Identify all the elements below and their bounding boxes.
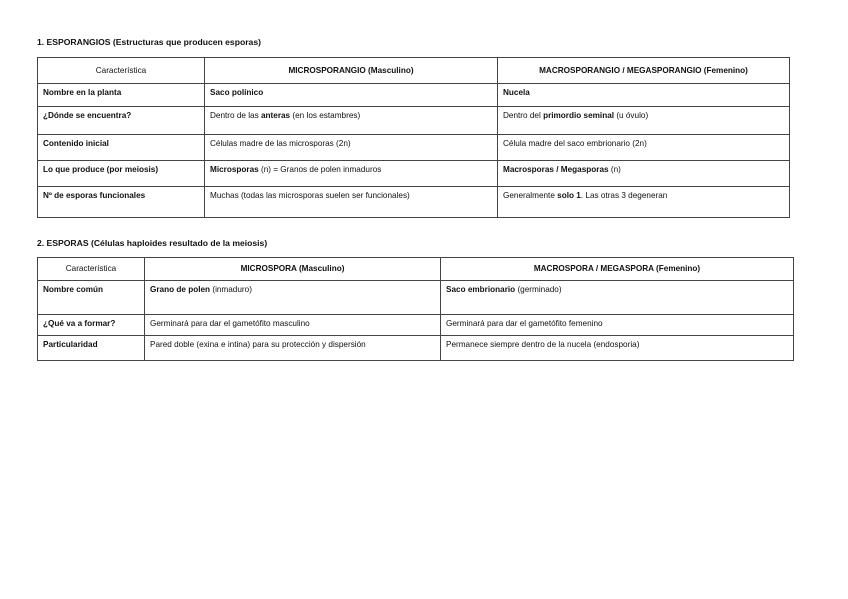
header-macrospora: MACROSPORA / MEGASPORA (Femenino) xyxy=(441,258,794,281)
cell-text: Germinará para dar el gametófito masculino xyxy=(150,319,310,328)
cell-text: Germinará para dar el gametófito femenino xyxy=(446,319,603,328)
table-header-row xyxy=(38,58,790,84)
cell-text: Nucela xyxy=(503,88,530,97)
row-label: ¿Qué va a formar? xyxy=(38,315,145,336)
cell-text: . Las otras 3 degeneran xyxy=(580,191,668,200)
row-label: Nombre en la planta xyxy=(38,84,205,107)
micro-cell xyxy=(205,187,498,218)
cell-text: solo 1 xyxy=(557,191,581,200)
esporas-table xyxy=(37,257,794,361)
macro-cell xyxy=(498,161,790,187)
macro-cell xyxy=(498,84,790,107)
header-microsporangio: MICROSPORANGIO (Masculino) xyxy=(205,58,498,84)
cell-text: Saco polínico xyxy=(210,88,264,97)
micro-cell xyxy=(205,135,498,161)
micro-cell xyxy=(145,315,441,336)
macro-cell xyxy=(498,135,790,161)
macro-cell xyxy=(441,315,794,336)
esporangios-table xyxy=(37,57,790,218)
cell-text: (germinado) xyxy=(515,285,562,294)
cell-text: primordio seminal xyxy=(543,111,615,120)
header-caracteristica: Característica xyxy=(38,58,205,84)
section1-title: 1. ESPORANGIOS (Estructuras que producen esporas) xyxy=(37,37,261,47)
cell-text: Células madre de las microsporas (2n) xyxy=(210,139,351,148)
cell-text: Grano de polen xyxy=(150,285,211,294)
table-row xyxy=(38,336,794,361)
micro-cell xyxy=(205,161,498,187)
table-header-row xyxy=(38,258,794,281)
cell-text: (u óvulo) xyxy=(614,111,649,120)
cell-text: Macrosporas / Megasporas xyxy=(503,165,609,174)
header-caracteristica: Característica xyxy=(38,258,145,281)
cell-text: Dentro del xyxy=(503,111,544,120)
row-label: Nombre común xyxy=(38,281,145,315)
header-microspora: MICROSPORA (Masculino) xyxy=(145,258,441,281)
row-label: Nº de esporas funcionales xyxy=(38,187,205,218)
cell-text: Permanece siempre dentro de la nucela (endosporia) xyxy=(446,340,640,349)
row-label: Particularidad xyxy=(38,336,145,361)
table-row xyxy=(38,187,790,218)
macro-cell xyxy=(498,187,790,218)
table-row xyxy=(38,315,794,336)
cell-text: Saco embrionario xyxy=(446,285,516,294)
header-macrosporangio: MACROSPORANGIO / MEGASPORANGIO (Femenino) xyxy=(498,58,790,84)
micro-cell xyxy=(145,336,441,361)
cell-text: Generalmente xyxy=(503,191,558,200)
macro-cell xyxy=(498,107,790,135)
cell-text: (en los estambres) xyxy=(290,111,361,120)
cell-text: (inmaduro) xyxy=(210,285,252,294)
row-label: Lo que produce (por meiosis) xyxy=(38,161,205,187)
cell-text: Célula madre del saco embrionario (2n) xyxy=(503,139,647,148)
table-row xyxy=(38,161,790,187)
micro-cell xyxy=(205,107,498,135)
table-row xyxy=(38,84,790,107)
cell-text: Pared doble (exina e intina) para su protección y dispersión xyxy=(150,340,366,349)
table-row xyxy=(38,281,794,315)
cell-text: anteras xyxy=(260,111,291,120)
micro-cell xyxy=(205,84,498,107)
macro-cell xyxy=(441,281,794,315)
table-row xyxy=(38,135,790,161)
micro-cell xyxy=(145,281,441,315)
row-label: Contenido inicial xyxy=(38,135,205,161)
cell-text: Microsporas xyxy=(210,165,259,174)
table-row xyxy=(38,107,790,135)
macro-cell xyxy=(441,336,794,361)
row-label: ¿Dónde se encuentra? xyxy=(38,107,205,135)
cell-text: (n) = Granos de polen inmaduros xyxy=(258,165,382,174)
section2-title: 2. ESPORAS (Células haploides resultado de la meiosis) xyxy=(37,238,268,248)
cell-text: (n) xyxy=(608,165,621,174)
cell-text: Muchas (todas las microsporas suelen ser funcionales) xyxy=(210,191,410,200)
cell-text: Dentro de las xyxy=(210,111,261,120)
